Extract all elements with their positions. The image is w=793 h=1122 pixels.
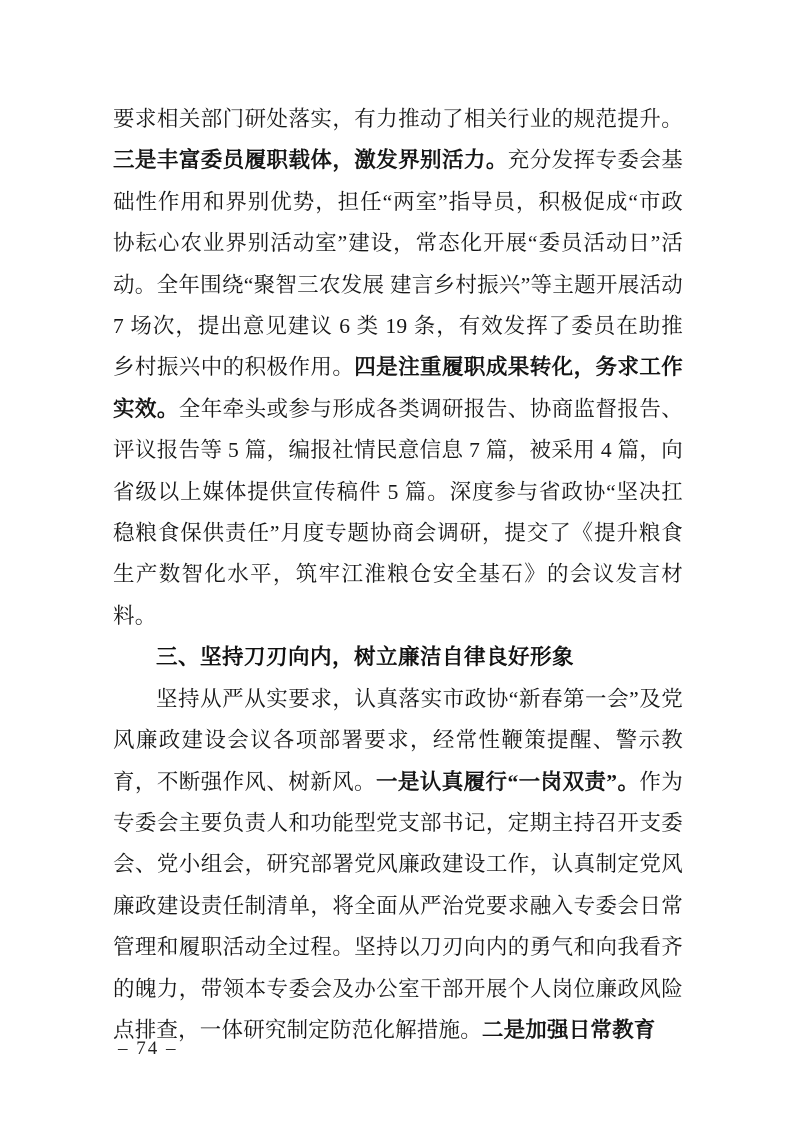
bold-run: 二是加强日常教育 <box>481 1017 656 1042</box>
paragraph-discipline <box>113 679 683 1052</box>
paragraph-continuation <box>113 99 683 637</box>
section-heading: 三、坚持刀刃向内，树立廉洁自律良好形象 <box>156 645 575 670</box>
text-run: 坚持从严从实要求，认真落实市政协“新春第一会”及党风廉政建设会议各项部署要求，经常性鞭策提醒、警示教育，不断强作风、树新风。 <box>113 686 683 794</box>
bold-run: 四是注重履职成果转化，务求工作实效。 <box>113 355 683 421</box>
text-run: 充分发挥专委会基础性作用和界别优势，担任“两室”指导员，积极促成“市政协耘心农业界别活动室”建设，常态化开展“委员活动日”活动。全年围绕“聚智三农发展 建言乡村振兴”等主题开展活动 7 场次，提出意见建议 6 类 19 条，有效发挥了委员在助推乡村振兴中的积极作用。 <box>113 148 683 380</box>
text-run: 全年牵头或参与形成各类调研报告、协商监督报告、评议报告等 5 篇，编报社情民意信息 7 篇，被采用 4 篇，向省级以上媒体提供宣传稿件 5 篇。深度参与省政协“坚决扛稳粮食保供责任”月度专题协商会调研，提交了《提升粮食生产数智化水平，筑牢江淮粮仓安全基石》的会议发言材料。 <box>113 396 683 628</box>
text-run: 作为专委会主要负责人和功能型党支部书记，定期主持召开支委会、党小组会，研究部署党风廉政建设工作，认真制定党风廉政建设责任制清单，将全面从严治党要求融入专委会日常管理和履职活动全过程。坚持以刀刃向内的勇气和向我看齐的魄力，带领本专委会及办公室干部开展个人岗位廉政风险点排查，一体研究制定防范化解措施。 <box>113 769 683 1042</box>
text-run: 要求相关部门研处落实，有力推动了相关行业的规范提升。 <box>113 107 683 131</box>
bold-run: 一是认真履行“一岗双责”。 <box>375 769 640 794</box>
page-footer <box>118 1038 178 1060</box>
page-number: – 74 – <box>118 1038 178 1059</box>
bold-run: 三是丰富委员履职载体，激发界别活力。 <box>113 148 508 173</box>
document-content <box>113 99 683 1051</box>
